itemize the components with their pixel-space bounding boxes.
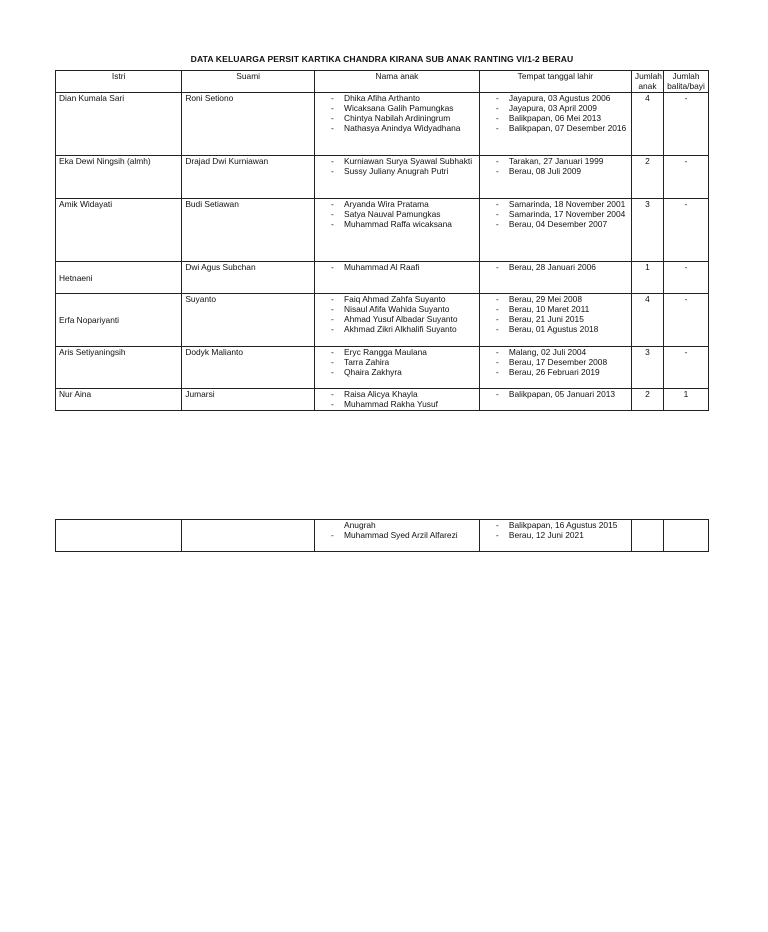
birth-info: - Berau, 17 Desember 2008 <box>482 357 628 367</box>
birth-info: - Balikpapan, 07 Desember 2016 <box>482 123 628 133</box>
cell-ttl <box>479 389 631 411</box>
cell-nama-anak <box>315 93 480 156</box>
cell-nama-anak <box>315 347 480 389</box>
cell-istri: Nur Aina <box>56 389 182 411</box>
header-nama-anak: Nama anak <box>315 71 480 93</box>
cell-jumlah-balita: - <box>664 347 709 389</box>
cell-jumlah-anak: 3 <box>631 199 663 262</box>
birth-info: - Berau, 08 Juli 2009 <box>482 166 628 176</box>
birth-info: - Berau, 01 Agustus 2018 <box>482 324 628 334</box>
child-name: - Chintya Nabilah Ardiningrum <box>317 113 476 123</box>
cell-jumlah-balita: - <box>664 156 709 199</box>
birth-info: - Malang, 02 Juli 2004 <box>482 347 628 357</box>
child-name: - Tarra Zahira <box>317 357 476 367</box>
cell-nama-anak <box>315 520 480 552</box>
cell-ttl <box>479 347 631 389</box>
child-name: - Muhammad Al Raafi <box>317 262 476 272</box>
cell-jumlah-balita <box>664 520 709 552</box>
cell-ttl <box>479 294 631 347</box>
child-name: - Eryc Rangga Maulana <box>317 347 476 357</box>
birth-info: - Berau, 10 Maret 2011 <box>482 304 628 314</box>
cell-istri: Aris Setiyaningsih <box>56 347 182 389</box>
cell-jumlah-balita: 1 <box>664 389 709 411</box>
cell-suami <box>182 520 315 552</box>
cell-jumlah-anak: 3 <box>631 347 663 389</box>
cell-ttl <box>479 520 631 552</box>
cell-suami: Jumarsi <box>182 389 315 411</box>
birth-info: - Berau, 21 Juni 2015 <box>482 314 628 324</box>
cell-nama-anak <box>315 156 480 199</box>
birth-info: - Jayapura, 03 Agustus 2006 <box>482 93 628 103</box>
birth-info: - Berau, 26 Februari 2019 <box>482 367 628 377</box>
cell-suami: Dwi Agus Subchan <box>182 262 315 294</box>
cell-ttl <box>479 93 631 156</box>
birth-info: - Berau, 12 Juni 2021 <box>482 530 628 540</box>
cell-istri <box>56 520 182 552</box>
cell-jumlah-balita: - <box>664 262 709 294</box>
cell-istri: Dian Kumala Sari <box>56 93 182 156</box>
child-name: - Ahmad Yusuf Albadar Suyanto <box>317 314 476 324</box>
birth-info: - Tarakan, 27 Januari 1999 <box>482 156 628 166</box>
cell-jumlah-balita: - <box>664 93 709 156</box>
table-row <box>56 93 709 156</box>
cell-suami: Drajad Dwi Kurniawan <box>182 156 315 199</box>
cell-suami: Suyanto <box>182 294 315 347</box>
child-name: - Akhmad Zikri Alkhalifi Suyanto <box>317 324 476 334</box>
child-name: - Faiq Ahmad Zahfa Suyanto <box>317 294 476 304</box>
cell-jumlah-anak: 2 <box>631 389 663 411</box>
cell-ttl <box>479 199 631 262</box>
table-row <box>56 199 709 262</box>
child-name: Anugrah <box>344 520 376 530</box>
child-name: - Sussy Juliany Anugrah Putri <box>317 166 476 176</box>
birth-info: - Balikpapan, 05 Januari 2013 <box>482 389 628 399</box>
header-jumlah-balita: Jumlah balita/bayi <box>664 71 709 93</box>
document-title: DATA KELUARGA PERSIT KARTIKA CHANDRA KIRANA SUB ANAK RANTING VI/1-2 BERAU <box>190 54 574 64</box>
birth-info: - Samarinda, 17 November 2004 <box>482 209 628 219</box>
child-name: - Wicaksana Galih Pamungkas <box>317 103 476 113</box>
cell-suami: Dodyk Malianto <box>182 347 315 389</box>
child-name: - Kurniawan Surya Syawal Subhakti <box>317 156 476 166</box>
child-name: - Dhika Afiha Arthanto <box>317 93 476 103</box>
cell-ttl <box>479 156 631 199</box>
cell-jumlah-anak: 4 <box>631 294 663 347</box>
birth-info: - Balikpapan, 16 Agustus 2015 <box>482 520 628 530</box>
child-name: - Satya Nauval Pamungkas <box>317 209 476 219</box>
table-row <box>56 347 709 389</box>
birth-info: - Jayapura, 03 April 2009 <box>482 103 628 113</box>
header-ttl: Tempat tanggal lahir <box>479 71 631 93</box>
cell-ttl <box>479 262 631 294</box>
continuation-table <box>55 519 709 552</box>
cell-istri: Erfa Nopariyanti <box>56 294 182 347</box>
cell-istri: Hetnaeni <box>56 262 182 294</box>
birth-info: - Balikpapan, 06 Mei 2013 <box>482 113 628 123</box>
cell-suami: Roni Setiono <box>182 93 315 156</box>
table-header-row <box>56 71 709 93</box>
table-row <box>56 294 709 347</box>
child-name: - Muhammad Rakha Yusuf <box>317 399 476 409</box>
child-name: - Qhaira Zakhyra <box>317 367 476 377</box>
header-jumlah-anak: Jumlah anak <box>631 71 663 93</box>
birth-info: - Berau, 29 Mei 2008 <box>482 294 628 304</box>
cell-jumlah-anak: 4 <box>631 93 663 156</box>
cell-jumlah-balita: - <box>664 199 709 262</box>
family-data-table <box>55 70 709 411</box>
child-name: - Nisaul Afifa Wahida Suyanto <box>317 304 476 314</box>
table-row <box>56 156 709 199</box>
child-name: - Nathasya Anindya Widyadhana <box>317 123 476 133</box>
cell-jumlah-anak: 2 <box>631 156 663 199</box>
cell-nama-anak <box>315 294 480 347</box>
header-istri: Istri <box>56 71 182 93</box>
cell-suami: Budi Setiawan <box>182 199 315 262</box>
child-name: - Muhammad Raffa wicaksana <box>317 219 476 229</box>
cell-istri: Amik Widayati <box>56 199 182 262</box>
table-row <box>56 520 709 552</box>
birth-info: - Samarinda, 18 November 2001 <box>482 199 628 209</box>
cell-jumlah-balita: - <box>664 294 709 347</box>
table-row <box>56 262 709 294</box>
child-name: - Muhammad Syed Arzil Alfarezi <box>317 530 476 540</box>
cell-jumlah-anak <box>631 520 663 552</box>
header-suami: Suami <box>182 71 315 93</box>
cell-jumlah-anak: 1 <box>631 262 663 294</box>
birth-info: - Berau, 04 Desember 2007 <box>482 219 628 229</box>
cell-nama-anak <box>315 262 480 294</box>
cell-istri: Eka Dewi Ningsih (almh) <box>56 156 182 199</box>
cell-nama-anak <box>315 199 480 262</box>
birth-info: - Berau, 28 Januari 2006 <box>482 262 628 272</box>
table-row <box>56 389 709 411</box>
child-name: - Aryanda Wira Pratama <box>317 199 476 209</box>
cell-nama-anak <box>315 389 480 411</box>
child-name: - Raisa Alicya Khayla <box>317 389 476 399</box>
